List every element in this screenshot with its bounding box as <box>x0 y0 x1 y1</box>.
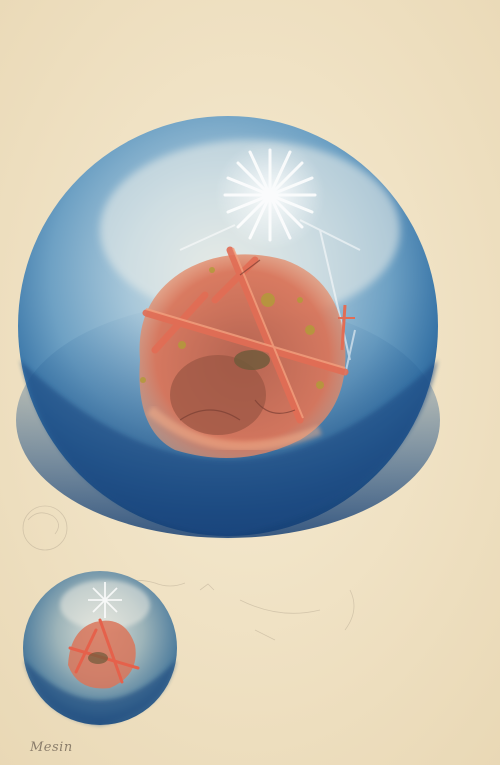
star-burst-icon <box>215 140 325 250</box>
artist-signature: Mesin <box>30 740 73 755</box>
small-sphere-icon <box>23 571 177 725</box>
large-sphere-icon <box>16 116 440 538</box>
